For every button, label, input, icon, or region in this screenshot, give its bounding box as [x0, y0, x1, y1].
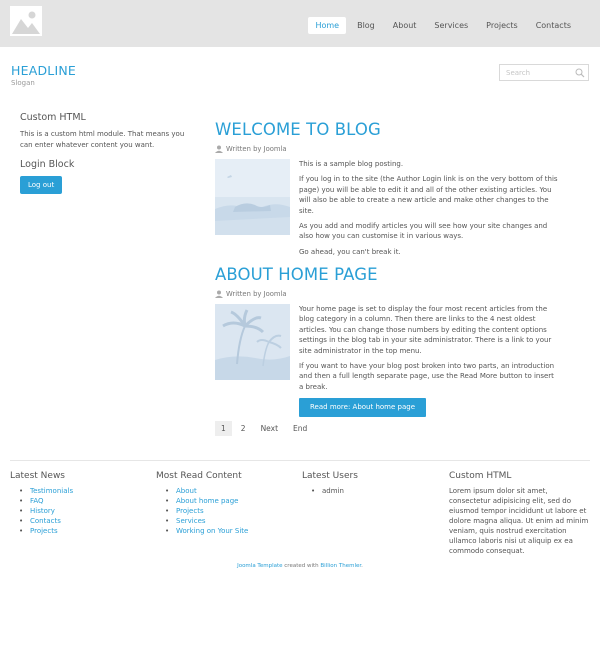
- site-header: [0, 0, 600, 47]
- nav-home[interactable]: Home: [308, 17, 346, 34]
- list-item[interactable]: • History: [10, 506, 150, 516]
- article-about-home: [215, 265, 560, 417]
- article-paragraph: If you log in to the site (the Author Login link is on the very bottom of this page) you will be able to edit it and all of the other existing articles. You will also be able to create a new article and make other changes to the site.: [299, 175, 558, 215]
- footer-custom-text: Lorem ipsum dolor sit amet, consectetur adipisicing elit, sed do eiusmod tempor incididunt ut labore et dolore magna aliqua. Ut enim ad minim veniam, quis nostrud exercitation ullamco laboris nisi ut aliquip ex ea commodo consequat.: [449, 487, 589, 555]
- article-image: [215, 159, 290, 235]
- article-byline: [215, 290, 560, 298]
- article-title[interactable]: ABOUT HOME PAGE: [215, 265, 378, 284]
- list-item[interactable]: • Projects: [156, 506, 296, 516]
- custom-html-title: Custom HTML: [20, 112, 86, 123]
- article-title[interactable]: WELCOME TO BLOG: [215, 120, 381, 139]
- byline-text: Written by Joomla: [226, 145, 287, 153]
- page-end[interactable]: End: [293, 424, 308, 433]
- article-paragraph: If you want to have your blog post broken into two parts, an introduction and then a full length separate page, use the Read More button to insert a break.: [299, 362, 555, 391]
- nav-services[interactable]: Services: [434, 21, 469, 30]
- most-read-list: [156, 486, 296, 536]
- article-paragraph: This is a sample blog posting.: [299, 160, 404, 168]
- latest-users-list: [302, 486, 442, 496]
- list-item[interactable]: • About home page: [156, 496, 296, 506]
- footer-latest-users: [302, 471, 442, 496]
- article-paragraph: Go ahead, you can't break it.: [299, 247, 401, 256]
- nav-contacts[interactable]: Contacts: [535, 21, 571, 30]
- page-2[interactable]: 2: [240, 424, 246, 433]
- search-icon[interactable]: [575, 68, 585, 78]
- search-box: [499, 64, 589, 81]
- list-item[interactable]: • Services: [156, 516, 296, 526]
- list-item[interactable]: • About: [156, 486, 296, 496]
- footer-title: Most Read Content: [156, 471, 242, 481]
- article-text: [299, 159, 560, 262]
- footer-latest-news: [10, 471, 150, 536]
- logo-image-icon[interactable]: [10, 6, 42, 36]
- footer-custom-html: [449, 471, 589, 556]
- article-text: [299, 304, 560, 417]
- site-slogan: Slogan: [11, 79, 35, 87]
- list-item[interactable]: • Testimonials: [10, 486, 150, 496]
- logout-button[interactable]: Log out: [20, 176, 62, 194]
- footer-title: Latest News: [10, 471, 65, 481]
- pagination: [215, 421, 316, 436]
- list-item[interactable]: • Projects: [10, 526, 150, 536]
- article-image: [215, 304, 290, 380]
- read-more-button[interactable]: Read more: About home page: [299, 398, 426, 416]
- main-nav: [304, 17, 578, 34]
- list-item[interactable]: • FAQ: [10, 496, 150, 506]
- site-credits: [0, 563, 600, 569]
- credits-end: .: [361, 563, 363, 569]
- nav-blog[interactable]: Blog: [357, 21, 375, 30]
- nav-about[interactable]: About: [392, 21, 417, 30]
- article-paragraph: As you add and modify articles you will see how your site changes and also how you can customise it in various ways.: [299, 222, 548, 241]
- sidebar: [20, 112, 190, 194]
- user-icon: [215, 145, 223, 153]
- page-next[interactable]: Next: [260, 424, 279, 433]
- byline-text: Written by Joomla: [226, 290, 287, 298]
- latest-news-list: [10, 486, 150, 536]
- list-item[interactable]: • Contacts: [10, 516, 150, 526]
- login-block-title: Login Block: [20, 159, 75, 170]
- site-headline[interactable]: HEADLINE: [11, 63, 76, 78]
- nav-projects[interactable]: Projects: [486, 21, 518, 30]
- custom-html-text: This is a custom html module. That means you can enter whatever content you want.: [20, 130, 185, 149]
- footer-title: Custom HTML: [449, 471, 512, 481]
- article-body: [215, 159, 560, 262]
- footer-divider: [10, 460, 590, 461]
- footer-most-read: [156, 471, 296, 536]
- list-item: • admin: [302, 486, 442, 496]
- footer-title: Latest Users: [302, 471, 358, 481]
- list-item[interactable]: • Working on Your Site: [156, 526, 296, 536]
- credits-text: created with: [282, 563, 321, 569]
- article-welcome: [215, 120, 560, 262]
- article-byline: [215, 145, 560, 153]
- article-paragraph: Your home page is set to display the four most recent articles from the blog category in a column. Then there are links to the 4 nest oldest articles. You can change those numbers by editing the content options settings in the blog tab in your site administrator. There is a link to your site administrator in the top menu.: [299, 305, 552, 355]
- user-icon: [215, 290, 223, 298]
- page-1: 1: [215, 421, 232, 436]
- billion-themler-link[interactable]: Billion Themler: [320, 563, 362, 569]
- joomla-template-link[interactable]: Joomla Template: [237, 563, 283, 569]
- search-input[interactable]: [500, 65, 574, 80]
- article-body: [215, 304, 560, 417]
